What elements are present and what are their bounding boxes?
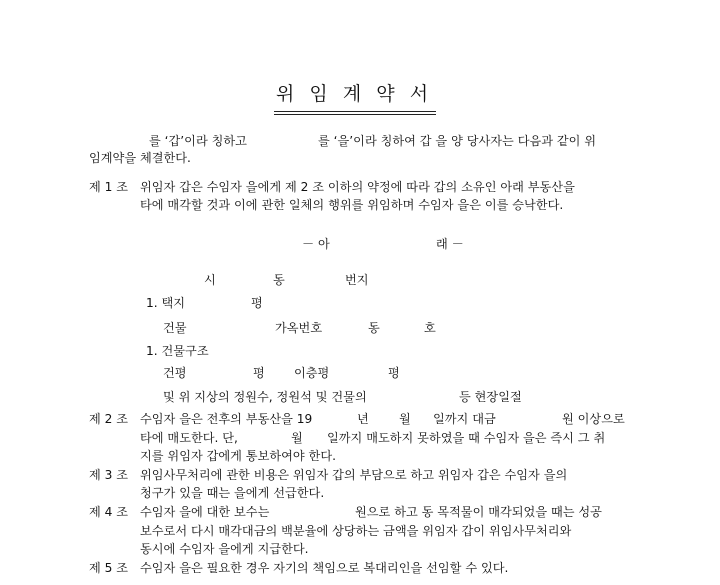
article-label: 제 3 조	[89, 468, 129, 482]
property-area: 평	[388, 366, 400, 380]
article-text: 타에 매각할 것과 이에 관한 일체의 행위를 위임하며 수임자 을은 이를 승낙한다.	[140, 198, 564, 212]
article-text: 지를 위임자 갑에게 통보하여야 한다.	[140, 449, 336, 463]
article-text: 동시에 수임자 을에게 지급한다.	[140, 542, 309, 556]
property-building: 호	[424, 321, 436, 335]
article-text: 보수로서 다시 매각대금의 백분율에 상당하는 금액을 위임자 갑이 위임사무처리와	[140, 524, 572, 538]
article-text: 수임자 을은 필요한 경우 자기의 책임으로 복대리인을 선임할 수 있다.	[140, 561, 509, 575]
article-text: 수임자 을은 전후의 부동산을 19	[140, 412, 313, 426]
article-text: 수임자 을에 대한 보수는	[140, 505, 270, 519]
article-text: 원 이상으로	[562, 412, 625, 426]
article-text: 일까지 대금	[433, 412, 496, 426]
article-label: 제 4 조	[89, 505, 129, 519]
property-address: 번지	[345, 273, 369, 287]
article-text: 타에 매도한다. 단,	[140, 431, 238, 445]
title-double-underline	[274, 111, 436, 115]
article-text: 위임사무처리에 관한 비용은 위임자 갑의 부담으로 하고 위임자 갑은 수임자 을의	[140, 468, 568, 482]
property-structure: 1. 건물구조	[146, 344, 209, 358]
property-land: 1. 택지	[146, 296, 186, 310]
article-text: 월	[399, 412, 411, 426]
property-area: 이층평	[294, 366, 330, 380]
article-text: 월	[291, 431, 303, 445]
article-text: 년	[357, 412, 369, 426]
notice-heading: － 아	[302, 237, 330, 251]
property-land-unit: 평	[251, 296, 263, 310]
property-building: 동	[368, 321, 380, 335]
article-text: 위임자 갑은 수임자 을에게 제 2 조 이하의 약정에 따라 갑의 소유인 아래 부동산을	[140, 180, 575, 194]
intro-text: 임계약을 체결한다.	[89, 151, 191, 165]
notice-heading: 래 －	[436, 237, 464, 251]
property-address: 동	[273, 273, 285, 287]
property-area: 평	[253, 366, 265, 380]
property-area: 건평	[163, 366, 187, 380]
property-misc: 등 현장일절	[459, 390, 522, 404]
article-text: 청구가 있을 때는 을에게 선급한다.	[140, 486, 325, 500]
property-misc: 및 위 지상의 정원수, 정원석 및 건물의	[163, 390, 367, 404]
article-text: 일까지 매도하지 못하였을 때 수임자 을은 즉시 그 취	[327, 431, 606, 445]
article-text: 원으로 하고 동 목적물이 매각되었을 때는 성공	[355, 505, 602, 519]
property-building: 건물	[163, 321, 187, 335]
property-building: 가옥번호	[275, 321, 323, 335]
article-label: 제 2 조	[89, 412, 129, 426]
contract-title: 위 임 계 약 서	[276, 83, 430, 105]
intro-text: 를 ‘을’이라 칭하여 갑 을 양 당사자는 다음과 같이 위	[318, 134, 597, 148]
article-label: 제 5 조	[89, 561, 129, 575]
article-label: 제 1 조	[89, 180, 129, 194]
property-address: 시	[204, 273, 216, 287]
intro-text: 를 ‘갑’이라 칭하고	[149, 134, 247, 148]
